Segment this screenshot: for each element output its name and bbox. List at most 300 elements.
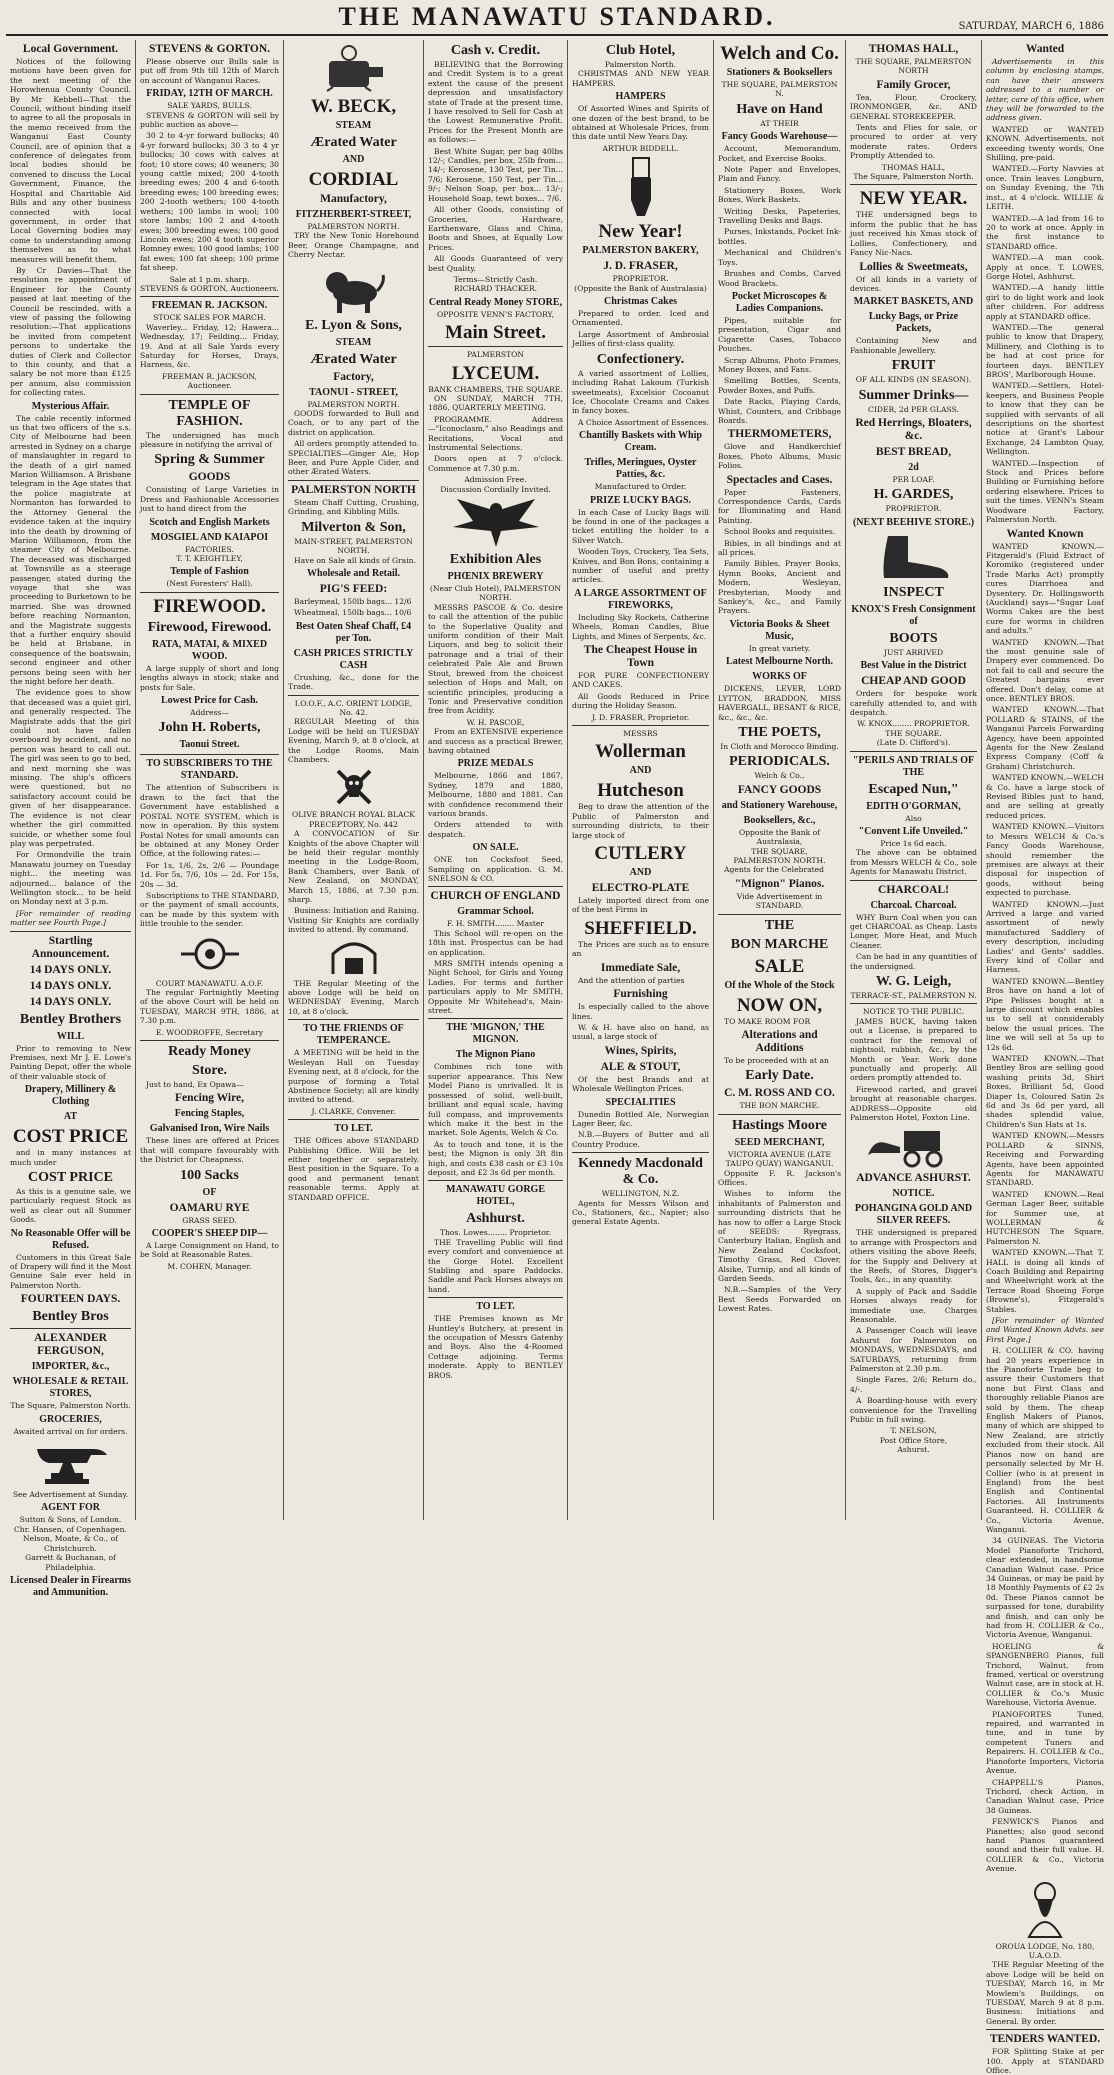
headline: Escaped Nun,": [868, 781, 959, 797]
hand-illustration: [572, 156, 709, 218]
article-text: All Goods Guaranteed of very best Quality.: [428, 254, 563, 273]
headline: Fencing Wire,: [175, 1092, 244, 1105]
headline: PHŒNIX BREWERY: [447, 571, 544, 583]
centered-line: PALMERSTON: [466, 350, 525, 360]
headline: C. M. ROSS AND CO.: [724, 1087, 835, 1100]
headline: THE: [764, 917, 795, 933]
headline: Early Date.: [745, 1068, 814, 1084]
centered-line: T. T. KEIGHTLEY,: [176, 554, 243, 564]
headline: Wholesale and Retail.: [306, 567, 401, 579]
headline: MANAWATU GORGE HOTEL,: [446, 1184, 545, 1208]
masthead: [6, 4, 1108, 36]
article-text: Scrap Albums, Photo Frames, Money Boxes, and Fans.: [718, 355, 841, 374]
article-text: Prior to removing to New Premises, next Mr J. E. Lowe's Painting Depot, offer the whole of their valuable stock of: [10, 1043, 131, 1081]
article-text: A MEETING will be held in the Wesleyan Hall on Tuesday Evening next, at 8 o'clock, for the purpose of forming a Total Abstinence Society; all are kindly invited to attend.: [288, 1048, 419, 1105]
article-text: ONE ton Cocksfoot Seed, Sampling on application. G. M. SNELSON & CO.: [428, 855, 563, 883]
centered-line: T. NELSON,: [890, 1426, 937, 1436]
headline: TO THE FRIENDS OF TEMPERANCE.: [303, 1023, 404, 1047]
column-rule: [140, 592, 279, 593]
article-text: A supply of Pack and Saddle Horses always ready for immediate use. Charges Reasonable.: [850, 1286, 977, 1324]
article-text: TO MAKE ROOM FOR: [724, 1016, 811, 1026]
headline: Cash v. Credit.: [450, 43, 541, 58]
article-text: WANTED KNOWN.—WELCH & Co. have a large stock of Revised Bibles just to hand, and are selling at greatly reduced prices.: [986, 773, 1105, 820]
article-text: A Large Consignment on Hand, to be Sold at Reasonable Rates.: [140, 1241, 279, 1260]
centered-line: JUST ARRIVED: [883, 647, 944, 657]
centered-line: OLIVE BRANCH ROYAL BLACK PRECEPTORY, No. 442: [292, 810, 415, 829]
headline: Scotch and English Markets: [149, 516, 270, 528]
editorial-note: Advertisements in this column by enclosing stamps, can have their answers addressed to a number or letter, care of this office, when they will be forwarded to the address given.: [986, 57, 1104, 123]
headline: Spectacles and Cases.: [726, 473, 833, 486]
column-rule: [986, 2029, 1104, 2030]
column-rule: [140, 394, 279, 395]
headline: AGENT FOR: [41, 1502, 100, 1514]
article-text: Opposite F. R. Jackson's Offices.: [718, 1168, 841, 1187]
centered-line: NOTICE TO THE PUBLIC.: [862, 1007, 964, 1017]
headline: FITZHERBERT-STREET,: [295, 209, 412, 220]
centered-line: PALMERSTON NORTH.: [733, 855, 826, 865]
headline: THE POETS,: [738, 724, 821, 740]
headline: Hutcheson: [597, 780, 684, 802]
headline: FANCY GOODS: [737, 783, 822, 796]
headline: Ready Money: [168, 1044, 251, 1059]
article-text: Writing Desks, Papeteries, Travelling Desks and Bags.: [718, 206, 841, 226]
headline: TEMPLE OF FASHION.: [168, 397, 251, 429]
article-text: WANTED KNOWN.—Real German Lager Beer, suitable for Summer use, at WOLLERMAN & HUTCHESON The Square, Palmerston N.: [986, 1189, 1104, 1246]
centered-line: Nelson, Moate, & Co., of Christchurch.: [22, 1534, 119, 1553]
headline: Booksellers, &c.,: [743, 814, 816, 826]
article-text: PROGRAMME. Address—"Iconoclasm," also Readings and Recitations, Vocal and Instrumental Selections.: [428, 414, 563, 452]
headline: TO LET.: [334, 1123, 373, 1135]
headline: Wollerman: [595, 741, 686, 763]
headline: PIG'S FEED:: [319, 582, 388, 595]
centered-line: (Near Club Hotel), PALMERSTON NORTH.: [429, 584, 562, 603]
article-text: Lately imported direct from one of the best Firms in: [572, 896, 709, 915]
headline: Milverton & Son,: [301, 519, 406, 535]
centered-line: (Late D. Clifford's).: [876, 738, 951, 748]
article-text: BELIEVING that the Borrowing and Credit System is to a great extent the cause of the present depression and unsatisfactory state of Trade at the present time, I have resolved to Sell for Cash at the Lowest Remunerative Profit. Prices for the Present Month are as follows:—: [428, 60, 563, 145]
headline: Of the Whole of the Stock: [724, 979, 835, 991]
article-text: HOELING & SPANGENBERG Pianos, full Trichord, Walnut, from framed, vertical or overstrung Walnut case, are in stock at H. COLLIER & Co.'s Music Warehouse, Victoria Avenue.: [986, 1641, 1104, 1708]
article-text: W. & H. have also on hand, as usual, a large stock of: [572, 1022, 709, 1042]
article-text: Is especially called to the above lines.: [572, 1002, 709, 1021]
article-text: Combines rich tone with superior appearance. This New Model Piano is unrivalled. It is possessed of solid, well-built, brilliant and equal scale, having full compass, and improvements which make it the best in the market. Sole Agents, Welch & Co.: [428, 1062, 563, 1138]
headline: Startling Announcement.: [31, 934, 110, 960]
centered-line: PROPRIETOR.: [885, 504, 942, 514]
skull-illustration: [288, 767, 419, 807]
article-text: WANTED KNOWN.—Just Arrived a large and varied assortment of newly manufactured Saddlery of every description, including Ladies' and Gents' saddles. Every kind of Collar and Harness.: [986, 899, 1104, 975]
article-text: WANTED.—The general public to know that Drapery, Millinery, and Clothing is to be had at cost price for fourteen days. BENTLEY BROS', Marlborough House.: [986, 322, 1104, 379]
article-text: The Prices are such as to ensure an: [572, 939, 709, 959]
centered-line: J. CLARKE, Convener.: [311, 1106, 396, 1116]
article-text: FENWICK'S Pianos and Pianettes; also good second hand Pianos guaranteed sound and their full value. H. COLLIER & Co., Victoria Avenue.: [986, 1817, 1104, 1874]
headline: CHURCH OF ENGLAND: [430, 890, 561, 903]
headline: WILL: [56, 1030, 85, 1042]
article-text: Wheatmeal, 150lb bags... 10/6: [294, 608, 412, 618]
headline: AND: [342, 154, 365, 165]
article-text: Orders attended to with despatch.: [428, 820, 563, 839]
article-text: Purses, Inkstands, Pocket Ink-bottles.: [718, 227, 841, 246]
headline: Main Street.: [445, 322, 546, 344]
headline: SPECIALITIES: [605, 1096, 676, 1108]
article-text: Consisting of Large Varieties in Dress and Fashionable Accessories just to hand direct from the: [140, 485, 279, 514]
article-text: WANTED.—Inspection of Stock and Prices before Building or Furnishing before ordering elsewhere. Prices to suit the times. VENN's Steam Woodware Factory, Palmerston North.: [986, 458, 1104, 525]
headline: MARKET BASKETS, AND: [853, 296, 974, 308]
editorial-note: [For remainder of Wanted and Wanted Known Advts. see First Page.]: [986, 1316, 1104, 1344]
headline: Best Value in the District: [860, 660, 967, 672]
article-text: THE undersigned is prepared to arrange with Prospectors and others visiting the above Reefs, for the Supply and Delivery at the Reefs, of Stores, Digger's Tools, &c., in any quantity.: [850, 1228, 977, 1285]
centered-line: Sale at 1 p.m. sharp.: [169, 274, 250, 284]
article-text: Containing New and Fashionable Jewellery.: [850, 336, 977, 355]
headline: AND: [629, 765, 652, 777]
article-text: Wooden Toys, Crockery, Tea Sets, Knives, and Bon Bons, containing a number of useful and pretty articles.: [572, 547, 709, 585]
headline: ELECTRO-PLATE: [591, 882, 690, 895]
headline: Licensed Dealer in Firearms and Ammunition.: [10, 1574, 131, 1598]
article-text: Stationery Boxes, Work Boxes, Work Baskets.: [718, 185, 841, 205]
article-text: THE Premises known as Mr Huntley's Butchery, at present in the occupation of Messrs Gatenby and Boys. Also the 4-Roomed Cottage adjoining. Terms moderate. Apply to BENTLEY BROS.: [428, 1314, 563, 1380]
headline: "Convent Life Unveiled.": [858, 826, 969, 837]
headline: Exhibition Ales: [449, 552, 542, 568]
headline: COST PRICE: [28, 1170, 113, 1185]
article-text: Large Assortment of Ambrosial Jellies of first-class quality.: [572, 329, 709, 349]
article-text: JAMES BUCK, having taken out a License, is prepared to contract for the removal of nightsoil, rubbish, &c., by the Month or Year. Work done punctually and properly. All orders promptly attended to.: [850, 1016, 977, 1083]
article-text: Wishes to inform the inhabitants of Palmerston and surrounding districts that he has now to offer a Large Stock of SEEDS: Ryegrass, Canterbury Italian, English and New Zealand Cocksfoot, Timothy Grass, Red Clover, Alsike, Turnip, and all kinds of Garden Seeds.: [718, 1189, 841, 1284]
article-text: Paper Fasteners, Correspondence Cards, Cards for Illuminating and Hand Painting.: [718, 487, 841, 525]
headline: Hastings Moore: [731, 1117, 827, 1133]
headline: BOOTS: [889, 630, 938, 646]
article-text: Brushes and Combs, Carved Wood Brackets.: [718, 269, 841, 288]
centered-line: OPPOSITE VENN'S FACTORY,: [436, 309, 555, 319]
headline: SEED MERCHANT,: [734, 1136, 825, 1148]
headline: Wines, Spirits,: [604, 1044, 677, 1057]
headline: Have on Hand: [736, 101, 823, 117]
headline: and Stationery Warehouse,: [721, 799, 838, 811]
headline: HAMPERS: [615, 91, 666, 103]
headline: CHEAP AND GOOD: [861, 675, 966, 688]
article-text: WANTED KNOWN.—Messrs POLLARD & SINNS, Receiving and Forwarding Agents, have been appointed Agents for MANAWATU STANDARD.: [986, 1131, 1104, 1188]
centered-line: THE SQUARE.: [885, 728, 942, 738]
headline: H. GARDES,: [873, 487, 954, 503]
article-text: Of the best Brands and at Wholesale Wellington Prices.: [572, 1074, 709, 1094]
article-text: MESSRS PASCOE & Co. desire to call the attention of the public to the Superlative Quality and uniform condition of their Malt Liquors, and beg to solicit their patronage and a trial of their celebrated Pale Ale and Brown Stout, brewed from the choicest selection of Hops and Malt, on scientific principles, producing a Tonic and Preservative condition free from Acidity.: [428, 602, 563, 716]
headline: Alterations and Additions: [741, 1028, 818, 1054]
article-text: Pipes, suitable for presentation, Cigar and Cigarette Cases, Tobacco Pouches.: [718, 315, 841, 354]
anvil-illustration: [10, 1439, 131, 1487]
headline: SHEFFIELD.: [584, 917, 697, 939]
headline: Stationers & Booksellers: [726, 67, 833, 78]
article-text: H. COLLIER & CO. having had 20 years experience in the Pianoforte Trade beg to assure their Customers that none but First Class and thoroughly reliable Pianos are sold by them. The cheap English Makers of Pianos, many of which are shipped to New Zealand, are strictly excluded from their stock. All Pianos now on hand are personally selected by Mr H. Collier (who is at present in England) from the best English and Continental Factories. All Instruments Guaranteed. H. COLLIER & Co., Victoria Avenue, Wanganui.: [986, 1346, 1104, 1534]
article-text: The undersigned has much pleasure in notifying the arrival of: [140, 430, 279, 449]
article-text: The above can be obtained from Messrs WELCH & Co., sole Agents for Manawatu District.: [850, 848, 977, 877]
centered-line: THE SQUARE, PALMERSTON N.: [721, 80, 838, 99]
column-rule: [718, 1114, 841, 1115]
article-text: A CONVOCATION of Sir Knights of the above Chapter will be held their regular monthly meeting in the Lodge-Room, Bank Chambers, over Bank of New Zealand, on MONDAY, March 15, 1886, at 7.30 p.m. sharp.: [288, 829, 419, 905]
column-2: [136, 40, 284, 1520]
headline: MOSGIEL AND KAIAPOI: [150, 531, 269, 543]
centered-line: PROPRIETOR.: [612, 274, 669, 284]
centered-line: F. H. SMITH........ Master: [446, 919, 545, 929]
headline: STEAM: [335, 120, 372, 131]
article-text: Just to hand, Ex Opawa—: [146, 1080, 244, 1089]
headline: Fancy Goods Warehouse—: [721, 131, 838, 143]
article-text: A varied assortment of Lollies, including Rahat Lakoum (Turkish sweetmeats), Excelsior Cocoanut Ice, Chocolate Creams and Cakes in fancy boxes.: [572, 368, 709, 416]
centered-line: (Opposite the Bank of Australasia): [574, 283, 707, 293]
centered-line: PALMERSTON NORTH.: [307, 399, 400, 409]
headline: ADVANCE ASHURST.: [856, 1172, 971, 1185]
headline: FREEMAN R. JACKSON.: [151, 300, 268, 312]
headline: Victoria Books & Sheet Music,: [729, 618, 830, 642]
headline: Confectionery.: [596, 351, 685, 367]
headline: Factory,: [333, 370, 374, 383]
centered-line: THE SQUARE,: [751, 846, 808, 856]
centered-line: W. KNOX........ PROPRIETOR.: [857, 719, 970, 729]
article-text: THE Regular Meeting of the above Lodge will be held on TUESDAY, March 16, in Mr Mowlem's Buildings, on TUESDAY, March 9 at 8 p.m. Business: Initiations and General. By order.: [986, 1960, 1104, 2026]
article-text: This School will re-open on the 18th inst. Prospectus can be had on application.: [428, 928, 563, 957]
article-text: The attention of Subscribers is drawn to the fact that the Government have established a POSTAL NOTE SYSTEM, which is now in operation. By this system Postal Notes for small amounts can be obtained at any Money Order Office, at the following rates:—: [140, 783, 279, 859]
centered-line: Discussion Cordially Invited.: [440, 484, 551, 494]
centered-line: COURT MANAWATU. A.O.F.: [155, 978, 264, 988]
headline: W. G. Leigh,: [875, 974, 952, 990]
article-text: WANTED.—Settlers, Hotel-keepers, and Business People to know that they can be supplied with servants of all descriptions on the shortest notice at Grant's Labour Exchange, 24 Lambton Quay, Wellington.: [986, 381, 1104, 457]
centered-line: Vide Advertisement in STANDARD.: [736, 891, 823, 911]
dateline: SATURDAY, MARCH 6, 1886: [958, 21, 1104, 32]
article-text: FOR PURE CONFECTIONERY AND CAKES.: [572, 671, 709, 690]
headline: BON MARCHE: [730, 936, 829, 952]
headline: "PERILS AND TRIALS OF THE: [852, 754, 975, 778]
article-text: WANTED KNOWN.—Visitors to Messrs WELCH & Co.'s Fancy Goods Warehouse, should remember the premises are always at their disposal for inspection of goods, without being expected to purchase.: [986, 822, 1104, 898]
headline: OF: [202, 1186, 217, 1198]
eagle-illustration: [428, 497, 563, 549]
article-text: By Cr Davies—That the resolution re appointment of Engineer for the County passed at last meeting of the Council be rescinded, with a view of passing the following resolution:—That applications be invited from competent persons to undertake the duties of Clerk and Collector to this county, and that a salary be not more than £125 per annum, also commission for collecting rates.: [10, 265, 131, 398]
centered-line: Post Office Store,: [879, 1435, 948, 1445]
article-text: Glove and Handkerchief Boxes, Photo Albums, Music Folios.: [718, 442, 841, 471]
centered-line: Admission Free.: [464, 475, 527, 485]
article-text: 34 GUINEAS. The Victoria Model Pianoforte Trichord, clear extended, in handsome Canadian Walnut case. Price 34 Guineas, or may be paid by 18 Monthly Payments of £2 2s 0d. These Pianos cannot be surpassed for tone, durability and finish, and can only be had from H. COLLIER & Co., Victoria Avenue, Wanganui.: [986, 1536, 1104, 1640]
article-text: Waverley... Friday, 12; Hawera... Wednesday, 17; Feilding... Friday, 19. And at all Sale Yards every Saturday for Horses, Drays, Harness, &c.: [140, 322, 279, 370]
article-text: WANTED or WANTED KNOWN. Advertisements, not exceeding twenty words, One Shilling, pre-paid.: [986, 124, 1104, 163]
article-text: Agents for Messrs Wilson and Co., Stationers, &c., Napier; also general Estate Agents.: [572, 1198, 709, 1227]
centered-line: Also: [905, 813, 922, 823]
article-text: Beg to draw the attention of the Public of Palmerston and surrounding districts, to their large stock of: [572, 802, 709, 840]
headline: A LARGE ASSORTMENT OF FIREWORKS,: [574, 587, 707, 611]
article-text: School Books and requisites.: [724, 527, 836, 537]
centered-line: CIDER, 2d PER GLASS.: [868, 404, 959, 414]
headline: COST PRICE: [12, 1126, 129, 1148]
centered-line: M. COHEN, Manager.: [167, 1261, 252, 1271]
headline: (NEXT BEEHIVE STORE.): [852, 516, 975, 528]
article-text: Mechanical and Children's Toys.: [718, 248, 841, 267]
headline: PRIZE LUCKY BAGS.: [589, 494, 692, 506]
headline: John H. Roberts,: [158, 720, 261, 736]
article-text: For 1s, 1/6, 2s, 2/6 — Poundage 1d. For 5s, 7/6, 10s — 2d. For 15s, 20s — 3d.: [140, 860, 279, 889]
article-text: TRY the New Tonic Horehound Beer, Orange Champagne, and Cherry Nectar.: [288, 231, 419, 260]
article-text: Dunedin Bottled Ale, Norwegian Lager Beer, &c.: [572, 1109, 709, 1128]
centered-line: Palmerston North.: [604, 60, 677, 69]
headline: Wanted: [1025, 43, 1065, 55]
article-text: DICKENS, LEVER, LORD LYTTON, BRADDON, MISS HAVERGALL, BESANT & RICE, &c., &c., &c.: [718, 684, 841, 722]
centered-line: GRASS SEED.: [182, 1215, 237, 1225]
article-text: And the attention of parties: [578, 975, 685, 985]
article-text: Family Bibles, Prayer Books, Hymn Books, Ancient and Modern, Wesleyan, Presbyterian, Moody and Sankey's, &c., and Family Prayers.: [718, 559, 841, 616]
centered-line: MAIN-STREET, PALMERSTON NORTH.: [294, 536, 413, 556]
centered-line: Terms—Strictly Cash.: [453, 274, 538, 284]
article-text: WANTED KNOWN.—That the most genuine sale of Drapery ever commenced. Do not fail to call and secure the Greatest bargains ever offered. Don't delay, come at once. BENTLEY BROS.: [986, 637, 1104, 703]
article-text: Steam Chaff Cutting, Crushing, Grinding, and Kibbling Mills.: [288, 497, 419, 517]
headline: STEVENS & GORTON.: [148, 43, 271, 55]
column-rule: [288, 480, 419, 481]
article-text: Best White Sugar, per bag 40lbs 12/-; Candles, per box, 25lb from... 14/-; Kerosene, 130 Test, per Tin... 7/6; Kerosene, 150 Test, per Tin... 9/-; Nelson Soap, per box... 13/-; Household Soap, tewt boxes... 7/6.: [428, 146, 563, 203]
column-rule: [850, 184, 977, 185]
headline: Local Government.: [22, 43, 119, 55]
headline: Ærated Water: [310, 135, 397, 150]
headline: ALE & STOUT,: [600, 1060, 681, 1073]
headline: ALEXANDER FERGUSON,: [34, 1332, 107, 1358]
article-text: WANTED KNOWN.—That POLLARD & STAINS, of the Wanganui Parcels Forwarding Agency, have been appointed Agents for the New Zealand Express Company (Coff & Graham) Christchurch.: [986, 705, 1104, 771]
centered-line: Address—: [190, 708, 229, 718]
arch-illustration: [288, 938, 419, 976]
headline: Mysterious Affair.: [31, 400, 110, 412]
column-rule: [572, 1152, 709, 1153]
article-text: Barleymeal, 150lb bags... 12/6: [294, 596, 412, 606]
centered-line: The Square, Palmerston North.: [10, 1401, 131, 1411]
headline: Taonui Street.: [179, 739, 240, 751]
article-text: Orders for bespoke work carefully attended to, and with despatch.: [850, 689, 977, 717]
headline: AT: [63, 1111, 78, 1123]
headline: Trifles, Meringues, Oyster Patties, &c.: [584, 457, 697, 481]
article-text: Customers in this Great Sale of Drapery will find it the Most Genuine Sale ever held in Palmerston North.: [10, 1252, 131, 1290]
headline: FIREWOOD.: [153, 595, 266, 617]
article-text: Business: Initiation and Raising. Visiting Sir Knights are cordially invited to attend. By command.: [288, 906, 419, 935]
headline: TENDERS WANTED.: [989, 2033, 1101, 2046]
headline: Furnishing: [613, 988, 668, 1001]
headline: Red Herrings, Bloaters, &c.: [855, 416, 972, 442]
headline: OAMARU RYE: [169, 1201, 250, 1214]
headline: FRIDAY, 12TH OF MARCH.: [146, 88, 273, 100]
article-text: WANTED.—Forty Navvies at once. Train leaves Longburn, on Sunday Evening, the 7th inst., at 4 o'clock. WILLIE & LEITH.: [986, 164, 1104, 212]
column-rule: [718, 914, 841, 915]
centered-line: Awaited arrival on for orders.: [13, 1426, 128, 1436]
column-5: [568, 40, 714, 1520]
article-text: To be proceeded with at an: [724, 1055, 829, 1065]
article-text: N.B.—Buyers of Butter and all Country Produce.: [572, 1130, 709, 1149]
headline: Charcoal. Charcoal.: [870, 899, 957, 911]
headline: 100 Sacks: [180, 1167, 239, 1183]
centered-line: Chr. Hansen, of Copenhagen.: [14, 1524, 127, 1534]
column-rule: [140, 754, 279, 755]
headline: CUTLERY: [594, 843, 687, 865]
article-text: The evidence goes to show that deceased was a quiet girl, and generally respected. The Magistrate adds that the girl could not have fallen overboard by accident, and no person was heard to call out. The girl was seen to go to bed, and next morning she was missing. The ship's officers were questioned, but no satisfactory account could be given of her disappearance. The evidence is not clear whether the girl committed suicide, or whether some foul play was perpetrated.: [10, 688, 131, 848]
article-text: Account, Memorandum, Pocket, and Exercise Books.: [718, 144, 841, 163]
article-text: All Goods Reduced in Price during the Holiday Season.: [572, 691, 709, 711]
headline: 14 DAYS ONLY.: [29, 995, 112, 1008]
headline: Best Oaten Sheaf Chaff, £4 per Ton.: [295, 620, 412, 644]
article-text: THE undersigned begs to inform the public that he has just received his Xmas stock of Lollies, Confectionery, and Fancy Nic-Nacs.: [850, 210, 977, 258]
headline: J. D. FRASER,: [603, 260, 678, 273]
article-text: MRS SMITH intends opening a Night School, for Girls and Young Ladies. For terms and further particulars apply to Mr SMITH, Opposite Mr Whitehead's, Main-street.: [428, 959, 563, 1016]
headline: Grammar School.: [457, 906, 534, 918]
headline: Christmas Cakes: [603, 296, 678, 308]
headline: Lucky Bags, or Prize Packets,: [868, 311, 959, 335]
headline: Lollies & Sweetmeats,: [859, 260, 968, 273]
centered-line: Price 1s 6d each.: [880, 839, 947, 848]
headline: The Mignon Piano: [455, 1049, 536, 1061]
article-text: WANTED KNOWN.—That T. HALL is doing all kinds of Coach Building and Repairing and Wheelwright work at the Terrace Road Shoeing Forge (Browne's), Fitzgerald's Stables.: [986, 1248, 1104, 1314]
article-text: Smelling Bottles, Scents, Powder Boxes, and Puffs.: [718, 376, 841, 395]
centered-line: VICTORIA AVENUE (LATE TAUPO QUAY) WANGANUI.: [725, 1149, 834, 1169]
column-rule: [428, 1297, 563, 1298]
headline: The Cheapest House in Town: [583, 644, 698, 669]
headline: 14 DAYS ONLY.: [29, 979, 112, 992]
article-text: PIANOFORTES Tuned, repaired, and warranted in tune, and in tune by competent Tuners and Repairers. H. COLLIER & Co., Pianoforte Importers, Victoria Avenue.: [986, 1709, 1104, 1776]
headline: Chantilly Baskets with Whip Cream.: [579, 430, 702, 454]
article-text: Of Assorted Wines and Spirits of one dozen of the best brand, to be obtained at Wholesale Prices, from this date until New Years Day.: [572, 104, 709, 142]
headline: POHANGINA GOLD AND SILVER REEFS.: [854, 1203, 973, 1227]
centered-line: THOMAS HALL,: [881, 162, 946, 172]
article-text: and in many instances at much under: [10, 1148, 131, 1167]
article-text: Firewood carted, and gravel brought at reasonable charges. ADDRESS—Opposite old Palmerston Hotel, Foxton Line.: [850, 1084, 977, 1122]
column-rule: [428, 1018, 563, 1019]
headline: NEW YEAR.: [859, 188, 968, 210]
headline: Kennedy Macdonald & Co.: [578, 1156, 703, 1188]
headline: PALMERSTON NORTH: [291, 483, 416, 496]
column-rule: [850, 1003, 977, 1004]
headline: GROCERIES,: [39, 1413, 102, 1425]
headline: THOMAS HALL,: [868, 43, 959, 55]
headline: Manufactory,: [320, 193, 387, 205]
headline: Welch and Co.: [720, 43, 839, 64]
centered-line: E. WOODROFFE, Secretary: [155, 1027, 264, 1037]
headline: Ashhurst.: [466, 1211, 525, 1227]
centered-line: W. H. PASCOE,: [466, 717, 525, 727]
headline: PALMERSTON BAKERY,: [582, 245, 699, 257]
headline: NOTICE.: [892, 1188, 935, 1200]
headline: FOURTEEN DAYS.: [20, 1293, 121, 1306]
column-rule: [288, 1019, 419, 1020]
centered-line: Welch & Co.,: [754, 771, 805, 781]
headline: SALE: [754, 955, 805, 977]
centered-line: THE BON MARCHE.: [739, 1101, 820, 1111]
article-text: CHRISTMAS AND NEW YEAR HAMPERS.: [572, 69, 709, 88]
column-rule: [428, 346, 563, 347]
headline: Firewood, Firewood.: [147, 619, 272, 635]
centered-line: STEVENS & GORTON, Auctioneers.: [140, 283, 279, 293]
headline: New Year!: [598, 221, 683, 243]
centered-line: Sutton & Sons, of London.: [19, 1515, 122, 1525]
headline: CORDIAL: [308, 169, 399, 190]
headline: COOPER'S SHEEP DIP—: [151, 1228, 268, 1240]
article-text: Have on Sale all kinds of Grain.: [294, 555, 416, 565]
article-text: All orders promptly attended to. SPECIALTIES—Ginger Ale, Hop Beer, and Pure Apple Cider, and other Ærated Waters.: [288, 439, 419, 477]
column-rule: [288, 695, 419, 696]
headline: No Reasonable Offer will be Refused.: [10, 1227, 131, 1251]
article-text: Bibles, in all bindings and at all prices.: [718, 538, 841, 558]
centered-line: STOCK SALES FOR MARCH.: [153, 313, 266, 323]
centered-line: In Cloth and Morocco Binding.: [720, 741, 839, 751]
headline: Pocket Microscopes & Ladies Companions.: [731, 290, 828, 314]
headline: Lowest Price for Cash.: [160, 695, 259, 707]
article-text: The regular Fortnightly Meeting of the above Court will be held on TUESDAY, MARCH 9TH, 1886, at 7.30 p.m.: [140, 987, 279, 1026]
lion-illustration: [288, 263, 419, 315]
headline: Galvanised Iron, Wire Nails: [149, 1123, 270, 1135]
centered-line: MESSRS: [623, 729, 658, 739]
headline: RATA, MATAI, & MIXED WOOD.: [151, 638, 268, 662]
article-text: CHAPPELL'S Pianos, Trichord, check Action, in Canadian Walnut case, Price 38 Guineas.: [986, 1777, 1104, 1815]
centered-line: J. D. FRASER, Proprietor.: [591, 712, 690, 722]
article-text: Can be had in any quantities of the undersigned.: [850, 952, 977, 971]
headline: "Mignon" Pianos.: [734, 877, 825, 890]
centered-line: Thos. Lowes........ Proprietor.: [439, 1228, 552, 1238]
column-7: [846, 40, 982, 1520]
article-text: WANTED.—A handy little girl to do light work and look after children. For address apply at STANDARD office.: [986, 283, 1104, 321]
